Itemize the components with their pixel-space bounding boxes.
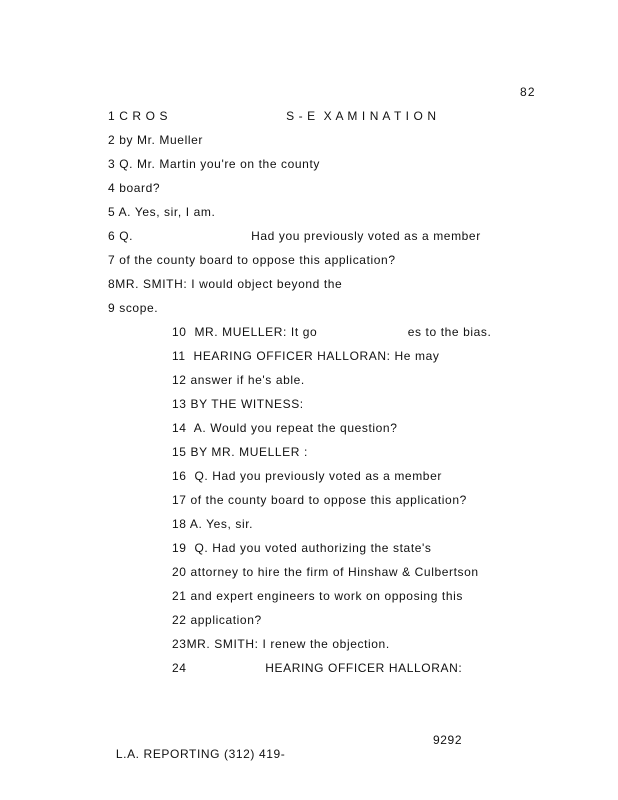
transcript-line-14: [172, 421, 397, 435]
line-text: Q. Mr. Martin you're on the county: [119, 157, 320, 171]
line-number: 7: [108, 253, 116, 267]
line-number: 13: [172, 397, 187, 411]
transcript-line-1: [108, 109, 437, 123]
line-number: 11: [172, 349, 186, 363]
transcript-line-12: [172, 373, 305, 387]
line-number: 6: [108, 229, 116, 243]
transcript-line-4: [108, 181, 160, 195]
line-number: 16: [172, 469, 187, 483]
line-number: 12: [172, 373, 187, 387]
line-number: 9: [108, 301, 116, 315]
page-number: 82: [520, 85, 536, 99]
line-number: 19: [172, 541, 187, 555]
line-text: A. Would you repeat the question?: [193, 421, 398, 435]
transcript-line-20: [172, 565, 479, 579]
line-text: attorney to hire the firm of Hinshaw & Culbertson: [190, 565, 479, 579]
transcript-line-3: [108, 157, 320, 171]
line-text: Q. Had you previously voted as a member: [194, 469, 442, 483]
transcript-line-13: [172, 397, 304, 411]
line-text: of the county board to oppose this application?: [119, 253, 396, 267]
transcript-line-8: [108, 277, 342, 291]
transcript-line-22: [172, 613, 262, 627]
line-number: 3: [108, 157, 116, 171]
transcript-line-11: [172, 349, 439, 363]
line-number: 5: [108, 205, 116, 219]
transcript-line-2: [108, 133, 203, 147]
line-text: A. Yes, sir, I am.: [118, 205, 216, 219]
transcript-line-15: [172, 445, 308, 459]
line-number: 4: [108, 181, 116, 195]
line-text: BY THE WITNESS:: [190, 397, 304, 411]
transcript-line-23: [172, 637, 390, 651]
line-number: 1: [108, 109, 116, 123]
line-text: HEARING OFFICER HALLORAN: He may: [193, 349, 440, 363]
line-text: and expert engineers to work on opposing this: [190, 589, 463, 603]
line-text: application?: [190, 613, 262, 627]
line-text: BY MR. MUELLER :: [190, 445, 308, 459]
line-number: 22: [172, 613, 187, 627]
line-text: MR. SMITH: I renew the objection.: [186, 637, 390, 651]
line-text: scope.: [119, 301, 159, 315]
line-number: 14: [172, 421, 187, 435]
transcript-line-19: [172, 541, 432, 555]
transcript-line-5: [108, 205, 215, 219]
transcript-line-10: [172, 325, 491, 339]
transcript-line-7: [108, 253, 396, 267]
line-text: Q. Had you previously voted as a member: [119, 229, 481, 243]
line-number: 23: [172, 637, 187, 651]
line-text: board?: [119, 181, 161, 195]
reporter-name-phone: L.A. REPORTING (312) 419-: [115, 747, 286, 761]
transcript-line-24: [172, 661, 462, 675]
transcript-line-6: [108, 229, 481, 243]
line-text: answer if he's able.: [190, 373, 305, 387]
line-number: 17: [172, 493, 187, 507]
phone-suffix: 9292: [433, 733, 463, 747]
line-text: C R O S S - E X A M I N A T I O N: [119, 109, 437, 123]
line-number: 8: [108, 277, 116, 291]
transcript-line-16: [172, 469, 442, 483]
line-text: HEARING OFFICER HALLORAN:: [186, 661, 463, 675]
transcript-line-21: [172, 589, 463, 603]
transcript-line-9: [108, 301, 158, 315]
reporter-footer: [108, 733, 463, 775]
line-number: 24: [172, 661, 187, 675]
line-text: of the county board to oppose this application?: [190, 493, 467, 507]
line-text: MR. MUELLER: It go es to the bias.: [194, 325, 492, 339]
line-number: 15: [172, 445, 187, 459]
line-number: 10: [172, 325, 187, 339]
line-text: Q. Had you voted authorizing the state's: [194, 541, 432, 555]
line-number: 18: [172, 517, 187, 531]
line-text: MR. SMITH: I would object beyond the: [115, 277, 343, 291]
transcript-line-18: [172, 517, 253, 531]
transcript-line-17: [172, 493, 467, 507]
line-number: 2: [108, 133, 116, 147]
line-text: by Mr. Mueller: [119, 133, 203, 147]
line-number: 20: [172, 565, 187, 579]
line-number: 21: [172, 589, 187, 603]
line-text: A. Yes, sir.: [189, 517, 254, 531]
